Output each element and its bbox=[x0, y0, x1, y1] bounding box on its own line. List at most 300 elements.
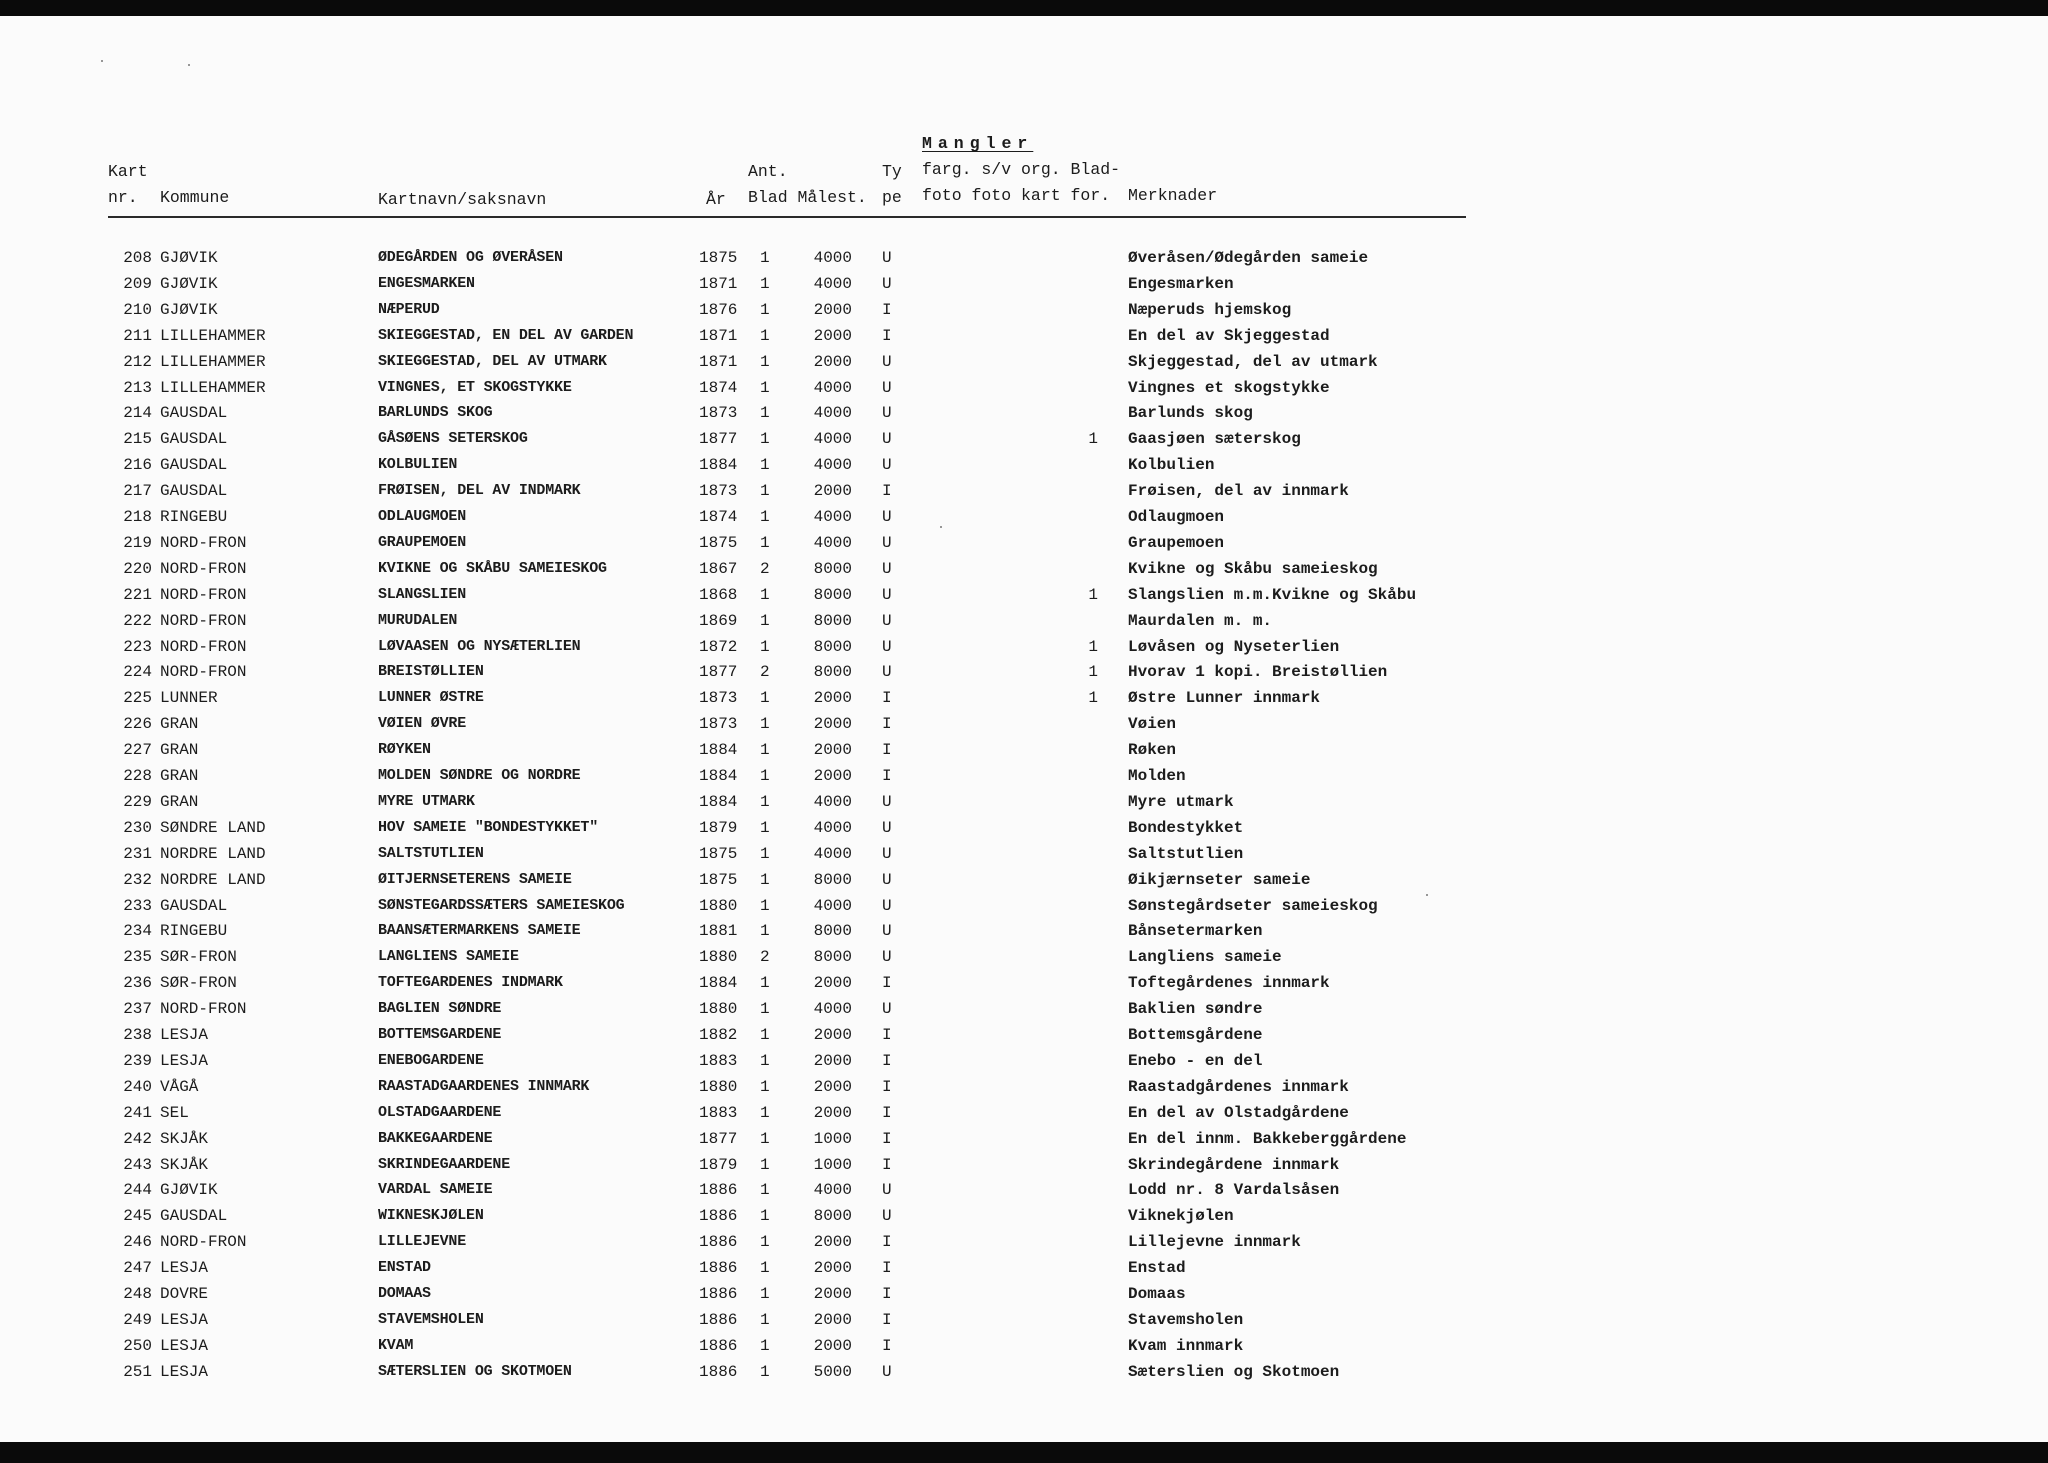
cell-map-name: KOLBULIEN bbox=[378, 456, 458, 474]
cell-kommune: LESJA bbox=[160, 1336, 209, 1355]
cell-map-number: 214 bbox=[123, 404, 152, 423]
cell-scale: 8000 bbox=[813, 1207, 852, 1226]
cell-kommune: NORD-FRON bbox=[160, 637, 247, 656]
cell-sheet-count: 1 bbox=[760, 715, 770, 734]
cell-remark: Kolbulien bbox=[1128, 456, 1215, 475]
cell-map-name: BARLUNDS SKOG bbox=[378, 404, 493, 422]
cell-sheet-count: 2 bbox=[760, 948, 770, 967]
cell-sheet-count: 1 bbox=[760, 585, 770, 604]
cell-kommune: NORD-FRON bbox=[160, 611, 247, 630]
table-row bbox=[0, 1284, 2048, 1310]
cell-remark: Østre Lunner innmark bbox=[1128, 689, 1321, 708]
cell-remark: Saltstutlien bbox=[1128, 844, 1244, 863]
cell-sheet-count: 1 bbox=[760, 404, 770, 423]
cell-sheet-count: 1 bbox=[760, 1207, 770, 1226]
cell-scale: 2000 bbox=[813, 974, 852, 993]
cell-kommune: SØNDRE LAND bbox=[160, 818, 266, 837]
cell-map-number: 249 bbox=[123, 1310, 152, 1329]
cell-scale: 2000 bbox=[813, 689, 852, 708]
cell-map-number: 234 bbox=[123, 922, 152, 941]
cell-year: 1881 bbox=[699, 922, 738, 941]
table-row bbox=[0, 533, 2048, 559]
cell-missing-blad-for: 1 bbox=[1088, 689, 1098, 708]
cell-type: I bbox=[882, 1129, 892, 1148]
cell-scale: 8000 bbox=[813, 948, 852, 967]
cell-type: U bbox=[882, 870, 892, 889]
cell-type: U bbox=[882, 404, 892, 423]
cell-remark: En del innm. Bakkeberggårdene bbox=[1128, 1129, 1407, 1148]
header-ant: Ant. bbox=[748, 162, 788, 181]
cell-map-number: 244 bbox=[123, 1181, 152, 1200]
cell-year: 1886 bbox=[699, 1362, 738, 1381]
cell-remark: Maurdalen m. m. bbox=[1128, 611, 1273, 630]
cell-remark: Næperuds hjemskog bbox=[1128, 300, 1292, 319]
cell-year: 1872 bbox=[699, 637, 738, 656]
cell-year: 1883 bbox=[699, 1103, 738, 1122]
cell-year: 1884 bbox=[699, 767, 738, 785]
cell-map-number: 240 bbox=[123, 1077, 152, 1096]
cell-kommune: RINGEBU bbox=[160, 508, 228, 526]
cell-kommune: GRAN bbox=[160, 715, 199, 734]
cell-sheet-count: 1 bbox=[760, 1259, 770, 1278]
cell-year: 1886 bbox=[699, 1181, 738, 1200]
cell-year: 1875 bbox=[699, 533, 738, 552]
cell-map-number: 246 bbox=[123, 1233, 152, 1252]
cell-map-number: 239 bbox=[123, 1051, 152, 1070]
cell-remark: Graupemoen bbox=[1128, 533, 1225, 552]
cell-map-name: KVAM bbox=[378, 1336, 414, 1354]
cell-kommune: NORD-FRON bbox=[160, 533, 247, 552]
cell-remark: Langliens sameie bbox=[1128, 948, 1282, 967]
cell-kommune: GRAN bbox=[160, 767, 199, 785]
cell-type: I bbox=[882, 1310, 892, 1329]
cell-type: U bbox=[882, 533, 892, 552]
cell-map-number: 251 bbox=[123, 1362, 152, 1381]
cell-map-number: 224 bbox=[123, 663, 152, 682]
cell-kommune: VÅGÅ bbox=[160, 1077, 199, 1096]
cell-type: I bbox=[882, 1051, 892, 1070]
cell-sheet-count: 1 bbox=[760, 352, 770, 371]
cell-sheet-count: 1 bbox=[760, 974, 770, 993]
table-row bbox=[0, 844, 2048, 870]
cell-remark: Vøien bbox=[1128, 715, 1177, 734]
header-kommune: Kommune bbox=[160, 188, 230, 207]
cell-kommune: GAUSDAL bbox=[160, 896, 228, 915]
cell-scale: 2000 bbox=[813, 1259, 852, 1278]
cell-sheet-count: 2 bbox=[760, 559, 770, 578]
cell-remark: Vingnes et skogstykke bbox=[1128, 378, 1330, 397]
cell-sheet-count: 1 bbox=[760, 1233, 770, 1252]
cell-sheet-count: 1 bbox=[760, 378, 770, 397]
cell-sheet-count: 1 bbox=[760, 274, 770, 293]
cell-map-name: ODLAUGMOEN bbox=[378, 508, 467, 525]
cell-year: 1884 bbox=[699, 792, 738, 811]
cell-map-number: 211 bbox=[123, 326, 152, 345]
cell-sheet-count: 1 bbox=[760, 1155, 770, 1174]
header-ty: Ty bbox=[882, 162, 902, 181]
cell-kommune: GRAN bbox=[160, 741, 199, 760]
cell-scale: 2000 bbox=[813, 300, 852, 319]
cell-type: U bbox=[882, 922, 892, 941]
cell-map-number: 222 bbox=[123, 611, 152, 630]
cell-remark: Bottemsgårdene bbox=[1128, 1026, 1263, 1044]
cell-year: 1880 bbox=[699, 1077, 738, 1096]
cell-year: 1882 bbox=[699, 1026, 738, 1044]
cell-map-name: NÆPERUD bbox=[378, 300, 440, 318]
cell-type: U bbox=[882, 948, 892, 967]
cell-kommune: RINGEBU bbox=[160, 922, 228, 941]
cell-year: 1875 bbox=[699, 870, 738, 889]
document-page bbox=[0, 16, 2048, 1442]
table-row bbox=[0, 611, 2048, 637]
cell-map-number: 229 bbox=[123, 792, 152, 811]
cell-type: I bbox=[882, 1285, 892, 1303]
cell-map-name: MYRE UTMARK bbox=[378, 792, 475, 810]
cell-remark: Viknekjølen bbox=[1128, 1207, 1234, 1226]
cell-scale: 4000 bbox=[813, 1181, 852, 1200]
scan-speck bbox=[188, 64, 190, 66]
cell-map-name: KVIKNE OG SKÅBU SAMEIESKOG bbox=[378, 559, 607, 577]
table-row bbox=[0, 1206, 2048, 1232]
cell-kommune: NORDRE LAND bbox=[160, 844, 266, 863]
cell-type: U bbox=[882, 844, 892, 863]
cell-kommune: LESJA bbox=[160, 1362, 209, 1381]
cell-map-name: LUNNER ØSTRE bbox=[378, 689, 484, 707]
header-rule bbox=[108, 216, 1466, 218]
header-mangler: Mangler bbox=[922, 134, 1034, 153]
cell-map-number: 226 bbox=[123, 715, 152, 734]
cell-kommune: GJØVIK bbox=[160, 274, 218, 293]
cell-type: U bbox=[882, 818, 892, 837]
cell-map-number: 208 bbox=[123, 249, 152, 267]
cell-kommune: SEL bbox=[160, 1103, 189, 1122]
cell-year: 1871 bbox=[699, 274, 738, 293]
cell-map-number: 227 bbox=[123, 741, 152, 760]
cell-kommune: SKJÅK bbox=[160, 1155, 209, 1174]
cell-map-name: GÅSØENS SETERSKOG bbox=[378, 430, 528, 448]
cell-sheet-count: 1 bbox=[760, 1181, 770, 1200]
cell-kommune: LESJA bbox=[160, 1026, 209, 1044]
cell-remark: Domaas bbox=[1128, 1285, 1186, 1303]
cell-sheet-count: 1 bbox=[760, 870, 770, 889]
cell-type: I bbox=[882, 1233, 892, 1252]
cell-kommune: LILLEHAMMER bbox=[160, 352, 266, 371]
cell-remark: Hvorav 1 kopi. Breistøllien bbox=[1128, 663, 1388, 682]
cell-remark: Kvikne og Skåbu sameieskog bbox=[1128, 559, 1378, 578]
cell-scale: 4000 bbox=[813, 404, 852, 423]
cell-remark: Sæterslien og Skotmoen bbox=[1128, 1362, 1340, 1381]
cell-map-name: FRØISEN, DEL AV INDMARK bbox=[378, 482, 581, 500]
cell-scale: 2000 bbox=[813, 741, 852, 760]
table-row bbox=[0, 947, 2048, 973]
cell-map-name: RAASTADGAARDENES INNMARK bbox=[378, 1077, 590, 1095]
cell-kommune: GRAN bbox=[160, 792, 199, 811]
cell-year: 1868 bbox=[699, 585, 738, 604]
table-row bbox=[0, 1258, 2048, 1284]
cell-scale: 1000 bbox=[813, 1155, 852, 1174]
cell-map-number: 219 bbox=[123, 533, 152, 552]
cell-scale: 4000 bbox=[813, 792, 852, 811]
cell-map-number: 218 bbox=[123, 508, 152, 526]
cell-type: U bbox=[882, 1000, 892, 1019]
cell-year: 1876 bbox=[699, 300, 738, 319]
cell-map-name: LILLEJEVNE bbox=[378, 1233, 467, 1251]
cell-kommune: NORD-FRON bbox=[160, 1233, 247, 1252]
cell-sheet-count: 1 bbox=[760, 896, 770, 915]
cell-scale: 4000 bbox=[813, 249, 852, 267]
cell-map-name: SKIEGGESTAD, EN DEL AV GARDEN bbox=[378, 326, 634, 344]
cell-remark: Bånsetermarken bbox=[1128, 922, 1263, 941]
cell-year: 1884 bbox=[699, 974, 738, 993]
cell-scale: 2000 bbox=[813, 1051, 852, 1070]
cell-scale: 8000 bbox=[813, 585, 852, 604]
cell-type: U bbox=[882, 456, 892, 475]
table-row bbox=[0, 248, 2048, 274]
cell-map-number: 233 bbox=[123, 896, 152, 915]
table-row bbox=[0, 818, 2048, 844]
cell-sheet-count: 1 bbox=[760, 689, 770, 708]
cell-year: 1886 bbox=[699, 1259, 738, 1278]
cell-map-number: 225 bbox=[123, 689, 152, 708]
cell-year: 1877 bbox=[699, 1129, 738, 1148]
cell-sheet-count: 1 bbox=[760, 1310, 770, 1329]
header-merknader: Merknader bbox=[1128, 186, 1218, 205]
cell-map-name: DOMAAS bbox=[378, 1285, 431, 1302]
cell-remark: Bondestykket bbox=[1128, 818, 1244, 837]
cell-map-number: 242 bbox=[123, 1129, 152, 1148]
cell-kommune: NORD-FRON bbox=[160, 585, 247, 604]
cell-sheet-count: 1 bbox=[760, 792, 770, 811]
cell-map-number: 237 bbox=[123, 1000, 152, 1019]
cell-year: 1880 bbox=[699, 896, 738, 915]
cell-remark: Engesmarken bbox=[1128, 274, 1234, 293]
cell-map-number: 223 bbox=[123, 637, 152, 656]
cell-type: I bbox=[882, 741, 892, 760]
cell-kommune: LUNNER bbox=[160, 689, 218, 708]
cell-map-number: 217 bbox=[123, 482, 152, 501]
cell-map-number: 232 bbox=[123, 870, 152, 889]
table-row bbox=[0, 585, 2048, 611]
cell-scale: 2000 bbox=[813, 1310, 852, 1329]
cell-map-name: BAKKEGAARDENE bbox=[378, 1129, 493, 1147]
cell-remark: Øveråsen/Ødegården sameie bbox=[1128, 249, 1369, 267]
cell-year: 1873 bbox=[699, 482, 738, 501]
cell-type: U bbox=[882, 611, 892, 630]
cell-map-name: WIKNESKJØLEN bbox=[378, 1207, 484, 1225]
cell-map-name: STAVEMSHOLEN bbox=[378, 1310, 484, 1328]
table-row bbox=[0, 481, 2048, 507]
cell-year: 1877 bbox=[699, 430, 738, 449]
cell-map-number: 215 bbox=[123, 430, 152, 449]
cell-kommune: GAUSDAL bbox=[160, 404, 228, 423]
table-row bbox=[0, 896, 2048, 922]
cell-type: U bbox=[882, 430, 892, 449]
cell-sheet-count: 1 bbox=[760, 300, 770, 319]
cell-year: 1880 bbox=[699, 948, 738, 967]
cell-scale: 2000 bbox=[813, 767, 852, 785]
cell-remark: Skrindegårdene innmark bbox=[1128, 1155, 1340, 1174]
cell-sheet-count: 1 bbox=[760, 1103, 770, 1122]
cell-map-name: GRAUPEMOEN bbox=[378, 533, 467, 551]
cell-map-name: SALTSTUTLIEN bbox=[378, 844, 484, 862]
table-row bbox=[0, 999, 2048, 1025]
cell-sheet-count: 1 bbox=[760, 844, 770, 863]
cell-sheet-count: 1 bbox=[760, 249, 770, 267]
cell-map-number: 238 bbox=[123, 1026, 152, 1044]
cell-sheet-count: 1 bbox=[760, 1285, 770, 1303]
cell-type: U bbox=[882, 792, 892, 811]
table-row bbox=[0, 1155, 2048, 1181]
cell-type: U bbox=[882, 378, 892, 397]
cell-scale: 2000 bbox=[813, 1285, 852, 1303]
cell-remark: Øikjærnseter sameie bbox=[1128, 870, 1311, 889]
cell-type: I bbox=[882, 1259, 892, 1278]
cell-sheet-count: 1 bbox=[760, 1336, 770, 1355]
cell-scale: 2000 bbox=[813, 352, 852, 371]
cell-remark: Røken bbox=[1128, 741, 1177, 760]
cell-kommune: NORD-FRON bbox=[160, 559, 247, 578]
cell-map-name: VINGNES, ET SKOGSTYKKE bbox=[378, 378, 572, 396]
cell-kommune: NORD-FRON bbox=[160, 663, 247, 682]
cell-remark: Baklien søndre bbox=[1128, 1000, 1263, 1019]
cell-scale: 2000 bbox=[813, 1026, 852, 1044]
cell-kommune: GJØVIK bbox=[160, 249, 218, 267]
cell-scale: 4000 bbox=[813, 818, 852, 837]
table-row bbox=[0, 973, 2048, 999]
table-row bbox=[0, 1051, 2048, 1077]
cell-sheet-count: 1 bbox=[760, 1051, 770, 1070]
cell-year: 1871 bbox=[699, 352, 738, 371]
cell-remark: En del av Olstadgårdene bbox=[1128, 1103, 1349, 1122]
table-row bbox=[0, 740, 2048, 766]
cell-scale: 2000 bbox=[813, 1233, 852, 1252]
cell-type: U bbox=[882, 352, 892, 371]
cell-map-number: 213 bbox=[123, 378, 152, 397]
cell-remark: Skjeggestad, del av utmark bbox=[1128, 352, 1378, 371]
cell-map-name: OLSTADGAARDENE bbox=[378, 1103, 502, 1121]
cell-type: I bbox=[882, 715, 892, 734]
cell-remark: Molden bbox=[1128, 767, 1186, 785]
cell-scale: 8000 bbox=[813, 922, 852, 941]
cell-missing-blad-for: 1 bbox=[1088, 430, 1098, 449]
cell-kommune: GJØVIK bbox=[160, 1181, 218, 1200]
cell-kommune: GAUSDAL bbox=[160, 482, 228, 501]
cell-remark: Slangslien m.m.Kvikne og Skåbu bbox=[1128, 585, 1417, 604]
table-row bbox=[0, 1025, 2048, 1051]
cell-kommune: SØR-FRON bbox=[160, 974, 237, 993]
cell-kommune: LESJA bbox=[160, 1051, 209, 1070]
cell-map-number: 248 bbox=[123, 1285, 152, 1303]
scan-speck bbox=[101, 60, 103, 62]
cell-sheet-count: 1 bbox=[760, 482, 770, 501]
cell-type: U bbox=[882, 249, 892, 267]
cell-kommune: LILLEHAMMER bbox=[160, 378, 266, 397]
cell-map-number: 220 bbox=[123, 559, 152, 578]
cell-year: 1873 bbox=[699, 689, 738, 708]
cell-scale: 8000 bbox=[813, 637, 852, 656]
cell-remark: Barlunds skog bbox=[1128, 404, 1253, 423]
cell-year: 1879 bbox=[699, 818, 738, 837]
cell-map-name: SKIEGGESTAD, DEL AV UTMARK bbox=[378, 352, 607, 370]
cell-scale: 8000 bbox=[813, 870, 852, 889]
cell-scale: 4000 bbox=[813, 508, 852, 526]
table-row bbox=[0, 559, 2048, 585]
cell-map-name: BAGLIEN SØNDRE bbox=[378, 1000, 502, 1018]
cell-kommune: DOVRE bbox=[160, 1285, 209, 1303]
cell-remark: Toftegårdenes innmark bbox=[1128, 974, 1330, 993]
cell-type: U bbox=[882, 1362, 892, 1381]
cell-scale: 4000 bbox=[813, 1000, 852, 1019]
cell-kommune: GAUSDAL bbox=[160, 1207, 228, 1226]
cell-kommune: NORD-FRON bbox=[160, 1000, 247, 1019]
cell-sheet-count: 1 bbox=[760, 1000, 770, 1019]
cell-type: I bbox=[882, 1026, 892, 1044]
cell-scale: 4000 bbox=[813, 896, 852, 915]
cell-scale: 8000 bbox=[813, 611, 852, 630]
cell-type: U bbox=[882, 1181, 892, 1200]
cell-map-name: ØDEGÅRDEN OG ØVERÅSEN bbox=[378, 249, 563, 266]
cell-map-number: 228 bbox=[123, 767, 152, 785]
cell-year: 1873 bbox=[699, 404, 738, 423]
cell-map-name: VØIEN ØVRE bbox=[378, 715, 467, 733]
cell-kommune: GAUSDAL bbox=[160, 430, 228, 449]
cell-map-number: 230 bbox=[123, 818, 152, 837]
header-nr: nr. bbox=[108, 188, 138, 207]
cell-remark: Gaasjøen sæterskog bbox=[1128, 430, 1301, 449]
cell-year: 1874 bbox=[699, 508, 738, 526]
cell-type: U bbox=[882, 274, 892, 293]
cell-map-name: SLANGSLIEN bbox=[378, 585, 467, 603]
cell-scale: 2000 bbox=[813, 1103, 852, 1122]
cell-map-name: SÆTERSLIEN OG SKOTMOEN bbox=[378, 1362, 572, 1380]
cell-map-name: MURUDALEN bbox=[378, 611, 458, 629]
cell-remark: Enstad bbox=[1128, 1259, 1186, 1278]
cell-year: 1886 bbox=[699, 1310, 738, 1329]
cell-map-number: 210 bbox=[123, 300, 152, 319]
cell-kommune: SØR-FRON bbox=[160, 948, 237, 967]
cell-map-name: BOTTEMSGARDENE bbox=[378, 1026, 502, 1043]
cell-year: 1877 bbox=[699, 663, 738, 682]
table-row bbox=[0, 1103, 2048, 1129]
cell-map-name: ENGESMARKEN bbox=[378, 274, 475, 292]
table-row bbox=[0, 274, 2048, 300]
cell-scale: 8000 bbox=[813, 663, 852, 682]
cell-remark: Sønstegårdseter sameieskog bbox=[1128, 896, 1378, 915]
cell-year: 1879 bbox=[699, 1155, 738, 1174]
cell-map-name: SØNSTEGARDSSÆTERS SAMEIESKOG bbox=[378, 896, 625, 914]
cell-year: 1867 bbox=[699, 559, 738, 578]
cell-scale: 4000 bbox=[813, 274, 852, 293]
cell-year: 1883 bbox=[699, 1051, 738, 1070]
cell-year: 1886 bbox=[699, 1233, 738, 1252]
cell-sheet-count: 1 bbox=[760, 741, 770, 760]
cell-sheet-count: 1 bbox=[760, 922, 770, 941]
cell-remark: Stavemsholen bbox=[1128, 1310, 1244, 1329]
cell-remark: Lillejevne innmark bbox=[1128, 1233, 1301, 1252]
cell-map-number: 245 bbox=[123, 1207, 152, 1226]
cell-kommune: LESJA bbox=[160, 1259, 209, 1278]
cell-scale: 2000 bbox=[813, 326, 852, 345]
table-row bbox=[0, 1129, 2048, 1155]
cell-sheet-count: 1 bbox=[760, 1362, 770, 1381]
cell-kommune: NORDRE LAND bbox=[160, 870, 266, 889]
table-row bbox=[0, 378, 2048, 404]
cell-map-number: 243 bbox=[123, 1155, 152, 1174]
cell-map-name: ØITJERNSETERENS SAMEIE bbox=[378, 870, 572, 888]
cell-type: I bbox=[882, 1103, 892, 1122]
cell-remark: Myre utmark bbox=[1128, 792, 1234, 811]
cell-map-name: MOLDEN SØNDRE OG NORDRE bbox=[378, 767, 581, 784]
